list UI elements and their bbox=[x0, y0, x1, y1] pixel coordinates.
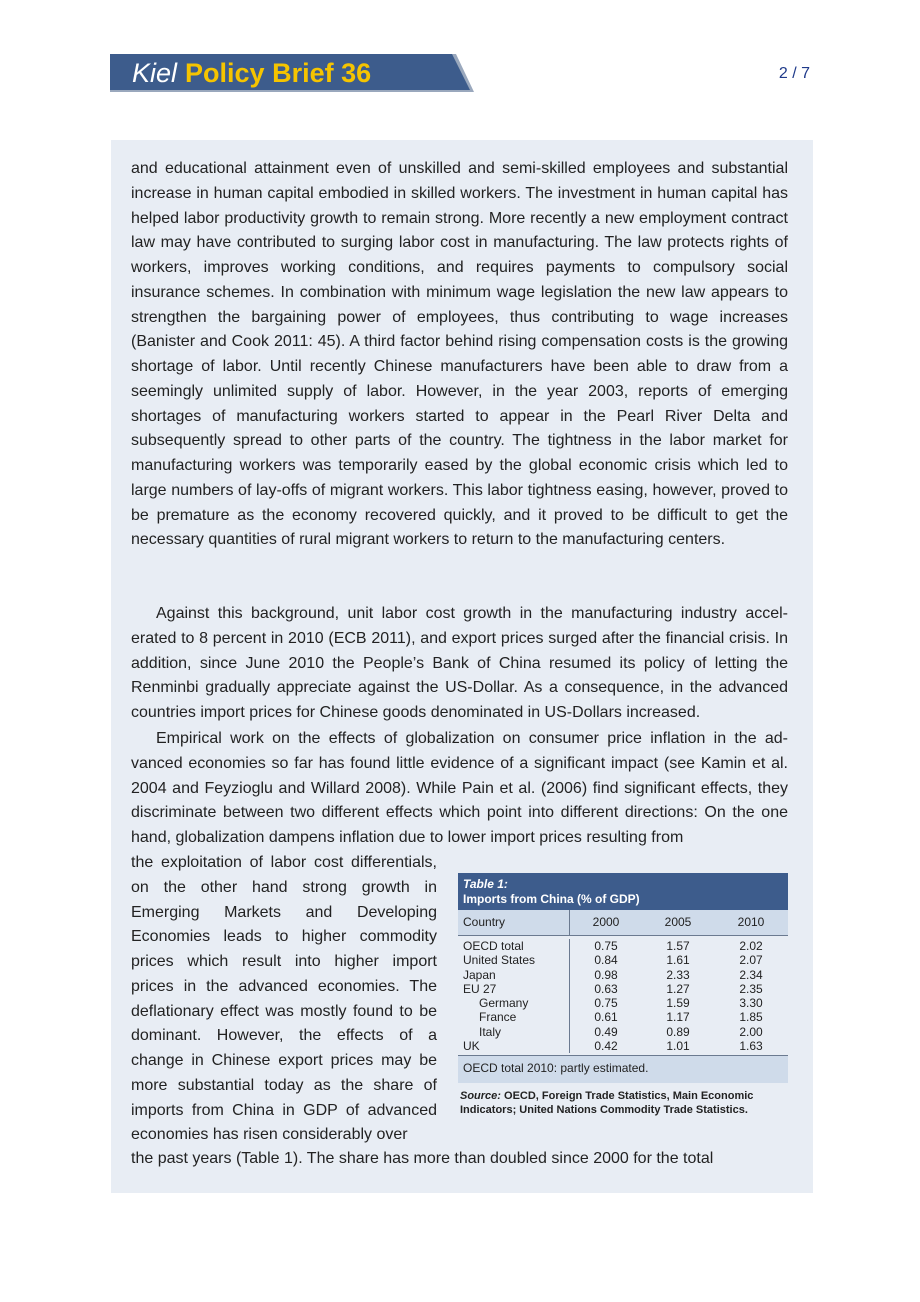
paragraph-4-wrapped: the exploitation of labor cost differentials, on the other hand strong growth in Emerging Markets and Developing Economies leads to higher commodity prices which result into higher import prices in the advanced economies. The deflationary effect was mostly found to be dominant. However, the effects of a change in Chinese export prices may be more substantial today as the share of imports from China in GDP of advanced economies has risen considerably over bbox=[131, 854, 437, 1144]
table-cell-value: 2.02 bbox=[739, 939, 763, 953]
table-cell-value: 1.17 bbox=[666, 1010, 690, 1025]
table-cell-value: 2.34 bbox=[739, 967, 763, 982]
table-cell-value: 0.42 bbox=[594, 1039, 618, 1054]
column-2000 bbox=[570, 939, 642, 1053]
table-title: Imports from China (% of GDP) bbox=[463, 892, 640, 906]
table-cell-value: 0.75 bbox=[594, 996, 618, 1011]
paragraph-3: Empirical work on the effects of globalization on consumer price inflation in the ad-vanced economies so far has found little evidence of a significant impact (see Kamin et al. 2004 and Feyzioglu and Willard 2008). While Pain et al. (2006) find significant effects, they discriminate between two different effects which point into different directions: On the one hand, globalization dampens inflation due to lower import prices resulting from bbox=[131, 730, 788, 846]
table-column-headers bbox=[458, 910, 788, 936]
table-cell-country: France bbox=[479, 1010, 517, 1025]
paragraph-1: and educational attainment even of unskilled and semi-skilled employees and substantial increase in human capital embodied in skilled workers. The investment in human capital has helped labor productivity growth to remain strong. More recently a new employment contract law may have contributed to surging labor cost in manufacturing. The law protects rights of workers, improves working conditions, and requires payments to compulsory social insurance schemes. In combination with minimum wage legislation the new law appears to strengthen the bargaining power of employees, thus contributing to wage increases (Banister and Cook 2011: 45). A third factor behind rising compensation costs is the growing shortage of labor. Until recently Chinese manufacturers have been able to draw from a seemingly unlimited supply of labor. However, in the year 2003, reports of emerging shortages of manufacturing workers started to appear in the Pearl River Delta and subsequently spread to other parts of the country. The tightness in the labor market for manufacturing workers was temporarily eased by the global economic crisis which led to large numbers of lay-offs of migrant workers. This labor tightness easing, however, proved to be premature as the economy recovered quickly, and it proved to be difficult to get the necessary quantities of rural migrant workers to return to the manufacturing centers. bbox=[131, 160, 788, 549]
table-cell-value: 2.35 bbox=[739, 981, 763, 996]
table-cell-value: 1.01 bbox=[666, 1039, 690, 1054]
table-source-label: Source: bbox=[460, 1090, 501, 1103]
table-cell-value: 0.98 bbox=[594, 967, 618, 982]
banner-text bbox=[132, 57, 371, 89]
header-banner bbox=[110, 54, 474, 92]
table-cell-country: OECD total bbox=[463, 939, 524, 953]
table-cell-value: 0.61 bbox=[594, 1010, 618, 1025]
page-number: 2 / 7 bbox=[778, 65, 810, 82]
table-source bbox=[458, 1083, 788, 1117]
column-header-2010: 2010 bbox=[737, 915, 765, 929]
table-cell-country: Japan bbox=[463, 967, 496, 982]
table-cell-value: 0.89 bbox=[666, 1024, 690, 1039]
table-cell-value: 1.27 bbox=[666, 981, 690, 996]
table-cell-value: 2.00 bbox=[739, 1024, 763, 1039]
table-cell-value: 2.33 bbox=[666, 967, 690, 982]
table-note: OECD total 2010: partly estimated. bbox=[458, 1055, 788, 1083]
table-cell-country: UK bbox=[463, 1039, 480, 1054]
table-cell-country: EU 27 bbox=[463, 981, 497, 996]
table-label: Table 1: bbox=[463, 877, 508, 891]
column-header-country: Country bbox=[458, 910, 570, 935]
table-cell-country: Germany bbox=[479, 996, 529, 1011]
table-cell-value: 1.59 bbox=[666, 996, 690, 1011]
table-cell-value: 1.57 bbox=[666, 939, 690, 953]
paragraph-4-continued: the past years (Table 1). The share has more than doubled since 2000 for the total bbox=[131, 1150, 714, 1167]
table-body bbox=[458, 936, 788, 1055]
column-2005 bbox=[642, 939, 714, 1053]
table-cell-value: 2.07 bbox=[739, 953, 763, 968]
table-cell-country: United States bbox=[463, 953, 536, 968]
table-cell-value: 0.84 bbox=[594, 953, 618, 968]
table-source-text: OECD, Foreign Trade Statistics, Main Economic Indicators; United Nations Commodity Trade Statistics. bbox=[460, 1090, 754, 1117]
table-cell-value: 1.85 bbox=[739, 1010, 763, 1025]
table-cell-country: Italy bbox=[479, 1024, 502, 1039]
banner-kiel: Kiel bbox=[132, 58, 178, 88]
column-2010 bbox=[714, 939, 788, 1053]
table-cell-value: 1.61 bbox=[666, 953, 690, 968]
table-cell-value: 1.63 bbox=[739, 1039, 763, 1054]
table-cell-value: 0.75 bbox=[594, 939, 618, 953]
table-cell-value: 0.49 bbox=[594, 1024, 618, 1039]
table-cell-value: 3.30 bbox=[739, 996, 763, 1011]
country-column bbox=[458, 939, 570, 1053]
banner-title: Policy Brief 36 bbox=[185, 58, 372, 88]
column-header-2005: 2005 bbox=[664, 915, 692, 929]
table-header bbox=[458, 873, 788, 910]
table-cell-value: 0.63 bbox=[594, 981, 618, 996]
column-header-2000: 2000 bbox=[592, 915, 620, 929]
paragraph-2: Against this background, unit labor cost growth in the manufacturing industry accel-erated to 8 percent in 2010 (ECB 2011), and export prices surged after the financial crisis. In addition, since June 2010 the People’s Bank of China resumed its policy of letting the Renminbi gradually appreciate against the US-Dollar. As a consequence, in the advanced countries import prices for Chinese goods denominated in US-Dollars increased. bbox=[131, 605, 788, 721]
table-1 bbox=[458, 873, 788, 1117]
